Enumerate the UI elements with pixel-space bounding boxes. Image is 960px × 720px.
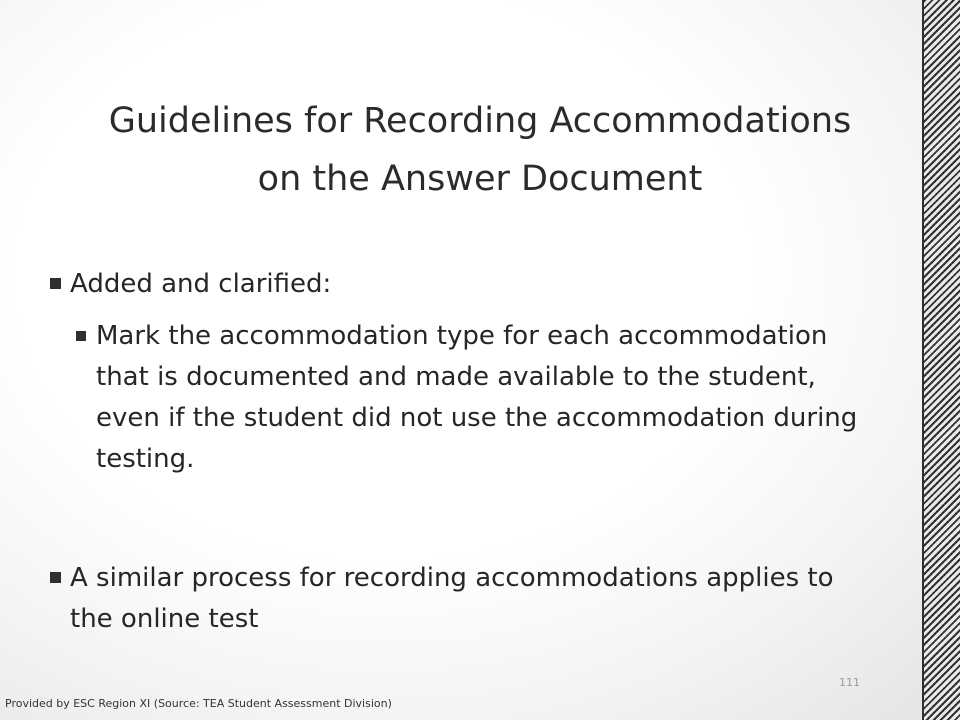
bullet-text: A similar process for recording accommodations applies to the online test xyxy=(70,563,834,634)
square-bullet-icon xyxy=(76,331,86,341)
bullet-text: Mark the accommodation type for each accommodation that is documented and made available to the student, even if the student did not use the accommodation during testing. xyxy=(96,321,858,474)
bullet-online-test xyxy=(50,558,870,640)
page-number: 111 xyxy=(839,676,860,689)
square-bullet-icon xyxy=(50,278,61,289)
square-bullet-icon xyxy=(50,572,61,583)
bullet-added-clarified xyxy=(50,264,870,305)
decorative-edge-strip xyxy=(922,0,960,720)
sub-bullet-mark-accommodation xyxy=(76,316,876,480)
footer-source: Provided by ESC Region XI (Source: TEA Student Assessment Division) xyxy=(5,697,392,710)
bullet-text: Added and clarified: xyxy=(70,269,332,299)
slide-title-line-1: Guidelines for Recording Accommodations xyxy=(108,101,852,141)
slide-title-line-2: on the Answer Document xyxy=(257,159,703,199)
slide-title xyxy=(40,92,920,208)
